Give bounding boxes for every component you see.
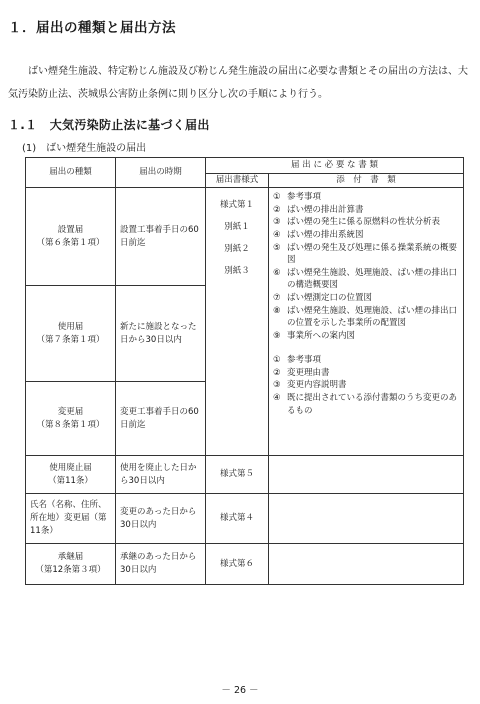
type-name: 承継届 [57,552,84,562]
header-attach: 添 付 書 類 [269,174,464,188]
cell-type [26,544,116,585]
page-number: － 26 － [221,685,259,696]
list-item: ⑥ ばい煙発生施設、処理施設、ばい煙の排出口の構造概要図 [273,267,458,291]
type-name: 変更届 [57,406,84,417]
section-heading: １．届出の種類と届出方法 [8,20,176,36]
type-name: 使用届 [57,321,84,332]
sub-subsection-heading: (1) ばい煙発生施設の届出 [22,143,147,154]
list-item: ① 参考事項 [273,355,322,366]
list-item: ② ばい煙の排出計算書 [273,204,364,215]
type-name: 使用廃止届 [49,462,92,473]
list-item: ③ 変更内容説明書 [273,380,347,391]
intro-paragraph [8,60,470,106]
type-article: （第７条第１項） [36,334,105,345]
type-article: （第８条第１項） [36,419,105,430]
cell-attach-empty [269,494,464,544]
intro-text: ばい煙発生施設、特定粉じん施設及び粉じん発生施設の届出に必要な書類とその届出の方法は、大気汚染防止法、茨城県公害防止条例に則り区分し次の手順により行う。 [8,66,468,100]
cell-type: 氏名（名称、住所、所在地）変更届（第11条） [26,494,116,544]
list-item: ③ ばい煙の発生に係る原燃料の性状分析表 [273,217,441,228]
list-item: ⑨ 事業所への案内図 [273,330,356,341]
form-label: 別紙１ [224,222,250,233]
form-label: 様式第１ [219,200,254,211]
cell-timing: 承継のあった日から30日以内 [116,544,206,585]
table-row [26,456,464,494]
list-item: ② 変更理由書 [273,367,330,378]
cell-type [26,188,116,286]
form-label: 別紙２ [224,244,250,255]
table-row [26,188,464,286]
cell-attach-empty [269,544,464,585]
cell-form: 様式第６ [206,544,269,585]
cell-form: 様式第４ [206,494,269,544]
list-item: ① 参考事項 [273,192,322,203]
header-docs: 届 出 に 必 要 な 書 類 [206,158,464,174]
cell-attach-empty [269,456,464,494]
type-name: 設置届 [57,224,84,235]
table-row [26,544,464,585]
header-form: 届出書様式 [206,174,269,188]
header-timing: 届出の時期 [116,158,206,188]
cell-timing: 変更工事着手日の60日前迄 [116,382,206,456]
list-item: ④ ばい煙の排出系統図 [273,229,364,240]
cell-timing: 使用を廃止した日から30日以内 [116,456,206,494]
table-row [26,494,464,544]
cell-type [26,456,116,494]
form-label: 別紙３ [224,266,250,277]
header-type: 届出の種類 [26,158,116,188]
cell-forms-group [206,188,269,456]
subsection-heading: １.１ 大気汚染防止法に基づく届出 [8,118,210,132]
type-article: （第12条第３項） [35,565,106,576]
cell-attachments-group [269,188,464,456]
cell-timing: 変更のあった日から30日以内 [116,494,206,544]
list-item: ⑦ ばい煙測定口の位置図 [273,292,373,303]
type-article: （第６条第１項） [36,237,105,248]
cell-type [26,286,116,382]
cell-type [26,382,116,456]
cell-form: 様式第５ [206,456,269,494]
notification-table [25,157,464,585]
list-item: ④ 既に提出されている添付書類のうち変更のあるもの [273,393,458,416]
cell-timing: 設置工事着手日の60日前迄 [116,188,206,286]
type-article: （第11条） [48,475,93,486]
cell-timing: 新たに施設となった日から30日以内 [116,286,206,382]
list-item: ⑤ ばい煙の発生及び処理に係る操業系統の概要図 [273,242,458,266]
list-item: ⑧ ばい煙発生施設、処理施設、ばい煙の排出口の位置を示した事業所の配置図 [273,305,458,329]
